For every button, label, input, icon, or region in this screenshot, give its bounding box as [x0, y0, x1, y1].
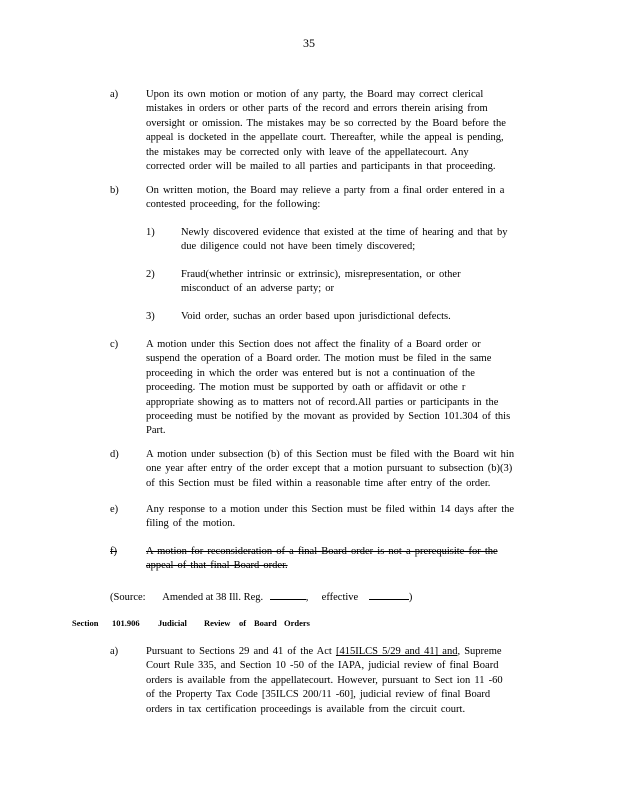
text-line: A motion under subsection (b) of this Section must be filed with the Board wit hin: [146, 449, 515, 460]
para-906a-text: [146, 645, 534, 717]
text-line: the mistakes may be corrected only with leave of the appellatecourt. Any: [146, 146, 469, 158]
para-e-label: e): [110, 504, 119, 515]
text-line: due diligence could not have been timely discovered;: [181, 241, 416, 253]
section-word: Section: [72, 618, 99, 628]
para-a-text: [146, 88, 534, 174]
source-effective: effective: [321, 592, 359, 603]
text-line: filing of the motion.: [146, 518, 236, 530]
source-amended: Amended at 38 Ill. Reg.: [162, 592, 264, 603]
item-2-text: [181, 268, 534, 297]
item-3-label: 3): [146, 311, 155, 322]
text-line: Fraud(whether intrinsic or extrinsic), misrepresentation, or other: [181, 269, 461, 280]
para-e-text: [146, 503, 538, 532]
text-line: Void order, suchas an order based upon jurisdictional defects.: [181, 311, 451, 322]
underlined-insertion: [415ILCS 5/29 and 41] and: [335, 646, 458, 657]
para-906a-label: a): [110, 646, 119, 657]
para-f-label: f): [110, 546, 117, 557]
text-line: oversight or omission. The mistakes may be so corrected by the Board before the: [146, 117, 506, 129]
text-segment: , Supreme: [457, 646, 502, 657]
text-line: Newly discovered evidence that existed at the time of hearing and that by: [181, 227, 508, 238]
text-line: Part.: [146, 425, 166, 437]
source-suffix: ): [408, 592, 413, 603]
text-line: misconduct of an adverse party; or: [181, 283, 334, 295]
text-line: Upon its own motion or motion of any party, the Board may correct clerical: [146, 89, 484, 100]
page-number: 35: [303, 36, 315, 50]
para-b-text: [146, 184, 534, 213]
para-d-text: [146, 448, 538, 491]
text-line: A motion for reconsideration of a final Board order is not a prerequisite for the: [146, 546, 498, 557]
heading-word: Board: [254, 618, 277, 628]
text-line: Any response to a motion under this Section must be filed within 14 days after the: [146, 504, 515, 515]
item-2-label: 2): [146, 269, 155, 280]
para-a-label: a): [110, 89, 119, 100]
text-line: On written motion, the Board may relieve a party from a final order entered in a: [146, 185, 505, 196]
section-number: 101.906: [112, 618, 140, 628]
text-line: proceeding in which the order was entered but is not a continuation of the: [146, 367, 475, 379]
text-line: one year after entry of the order except that a motion pursuant to subsection (b)(3): [146, 463, 513, 475]
text-line: appeal of that final Board order.: [146, 560, 288, 572]
text-line: of the Property Tax Code [35ILCS 200/11 -60], judicial review of final Board: [146, 689, 491, 701]
heading-word: Review: [204, 618, 231, 628]
text-line: contested proceeding, for the following:: [146, 199, 321, 211]
para-b-label: b): [110, 185, 119, 196]
effective-date-blank: [369, 589, 409, 600]
item-3-text: [181, 310, 534, 324]
text-line: mistakes in orders or other parts of the record and errors therein arising from: [146, 103, 488, 115]
source-note: (Source: Amended at 38 Ill. Reg. , effective ): [110, 589, 412, 605]
text-segment: Pursuant to Sections 29 and 41 of the Act: [146, 646, 336, 657]
para-c-label: c): [110, 339, 119, 350]
item-1-label: 1): [146, 227, 155, 238]
text-line: of this Section must be filed within a reasonable time after entry of the order.: [146, 477, 491, 489]
text-line: proceeding. The motion must be supported by oath or affidavit or othe r: [146, 382, 466, 394]
para-d-label: d): [110, 449, 119, 460]
heading-word: of: [239, 618, 247, 628]
text-line: appropriate showing as to matters not of record.All parties or participants in the: [146, 396, 499, 408]
text-line: Court Rule 335, and Section 10 -50 of the IAPA, judicial review of final Board: [146, 660, 499, 672]
text-line: [146, 645, 534, 659]
para-f-text-deleted: [146, 545, 534, 574]
text-line: orders in tax certification proceedings is available from the circuit court.: [146, 703, 466, 715]
text-line: suspend the operation of a Board order. The motion must be filed in the same: [146, 353, 492, 365]
heading-word: Judicial: [158, 618, 187, 628]
para-c-text: [146, 338, 534, 439]
text-line: A motion under this Section does not affect the finality of a Board order or: [146, 339, 481, 350]
text-line: orders is available from the appellatecourt. However, pursuant to Sect ion 11 -60: [146, 674, 503, 686]
text-line: proceeding must be notified by the movant as provided by Section 101.304 of this: [146, 411, 511, 423]
text-line: appeal is docketed in the appellate court. Thereafter, while the appeal is pending,: [146, 132, 504, 144]
heading-word: Orders: [284, 618, 310, 628]
item-1-text: [181, 226, 534, 255]
text-line: corrected order will be mailed to all parties and participants in that proceeding.: [146, 161, 496, 173]
reg-blank: [270, 589, 306, 600]
source-prefix: (Source:: [110, 592, 146, 603]
